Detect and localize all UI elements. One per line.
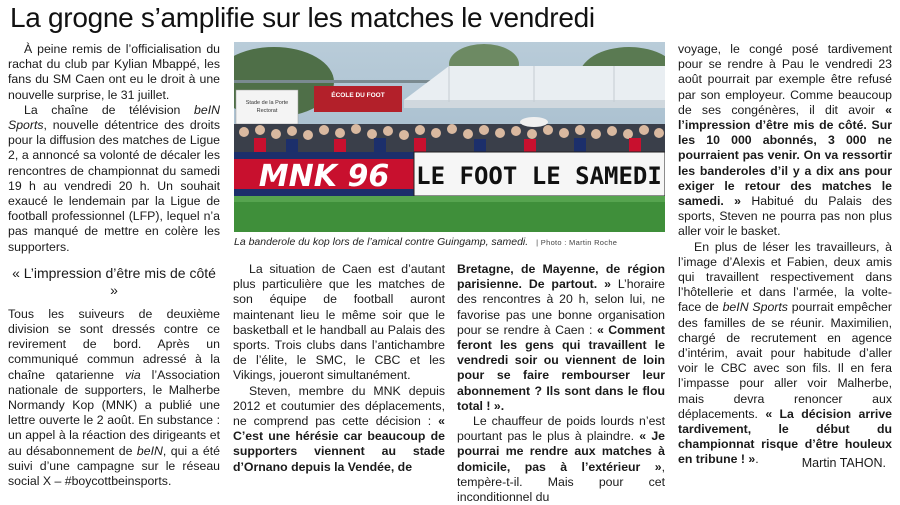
paragraph: Bretagne, de Mayenne, de région parisienne. De partout. » L’horaire des rencontres à 20 h, selon lui, ne favorise pas une bonne organisation pour se rendre à Caen : « Comment feront les gens qui travaillent le vendredi soir ou viennent de loin pour se faire rembourser leur abonnement ? Ils sont dans le flou total ! ». [457,262,666,413]
paragraph: La chaîne de télévision beIN Sports, nouvelle détentrice des droits pour la diffusion des matches de Ligue 2, a annoncé sa volonté de décaler les rencontres de championnat du samedi 19 h au vendredi 20 h. Un souhait exaucé le lendemain par la Ligue de football professionnel (LFP), lequel n’a pas manqué de mettre en colère les supporters. [8,102,220,254]
stadium-crowd-photo [234,42,665,232]
article-column-3 [457,262,665,505]
svg-text:MNK 96: MNK 96 [258,159,390,194]
paragraph: Tous les suiveurs de deuxième division se sont dressés contre ce revirement de bord. Après un communiqué commun adressé à la chaîne qatarienne via l’Association nationale de supporters, le Malherbe Normandy Kop (MNK) a publié une lettre ouverte le 2 août. En substance : un appel à la réaction des dirigeants et au désabonnement de beIN, qui a été suivi d’une campagne sur le réseau social X – #boycottbeinsports. [8,306,220,489]
author-signature: Martin TAHON. [801,456,886,470]
svg-text:Stade de la Porte: Stade de la Porte [245,100,289,106]
photo-caption: La banderole du kop lors de l’amical contre Guingamp, samedi. | Photo : Martin Roche [234,236,618,248]
paragraph: Steven, membre du MNK depuis 2012 et coutumier des déplacements, ne comprend pas cette décision : « C’est une hérésie car beaucoup de supporters viennent au stade d’Ornano depuis la Vendée, de [233,383,445,474]
paragraph: La situation de Caen est d’autant plus particulière que les matches de son équipe de football auront maintenant lieu le même soir que le basketball et le handball au Palais des sports. Trois clubs dans l’antichambre de l’élite, le SMC, le CBC et les Vikings, joueront simultanément. [233,262,445,383]
article-column-4 [678,42,892,468]
article-photo [234,42,665,232]
sign-red [314,86,402,112]
paragraph: En plus de léser les travailleurs, à l’image d’Alexis et Fabien, deux amis qui travaillent respectivement dans l’hôtellerie et dans l’armée, la volte-face de beIN Sports pourrait empêcher des familles de se réunir. Maximilien, chargé de recrutement en agence d’intérim, avait pour habitude d’aller voir le CBC avec son fils. Il en fera l’impasse pour aller voir Malherbe, mais devra renoncer aux déplacements. « La décision arrive tardivement, le début du championnat risque d’être houleux en tribune ! ». [678,239,892,467]
sign-left [236,90,298,124]
article-column-2 [233,262,445,475]
headline: La grogne s’amplifie sur les matches le vendredi [10,2,595,33]
svg-text:Rectorat: Rectorat [256,108,278,114]
paragraph: Le chauffeur de poids lourds n’est pourtant pas le plus à plaindre. « Je pourrai me rendre aux matches à domicile, pas à l’extérieur », tempère-t-il. Mais pour cet inconditionnel du [457,414,665,505]
svg-text:LE FOOT LE SAMEDI: LE FOOT LE SAMEDI [416,162,662,190]
paragraph: voyage, le congé posé tardivement pour se rendre à Pau le vendredi 23 août pourrait par exemple être refusé par son employeur. Comme beaucoup de ses congénères, il dit avoir « l’impression d’être mis de côté. Sur les 10 000 abonnés, 3 000 ne pourraient pas venir. On va ressortir les banderoles d’il y a dix ans pour exiger le retour des matches le samedi. » Habitué du Palais des sports, Steven ne pourra pas non plus aller voir le basket. [678,42,892,239]
subheading: « L’impression d’être mis de côté » [12,264,216,298]
photo-credit: | Photo : Martin Roche [536,238,618,247]
paragraph: À peine remis de l’officialisation du rachat du club par Kylian Mbappé, les fans du SM Caen ont eu le droit à une nouvelle surprise, le 31 juillet. [8,42,220,102]
article-column-1 [8,42,220,489]
svg-text:ÉCOLE DU FOOT: ÉCOLE DU FOOT [331,92,385,99]
